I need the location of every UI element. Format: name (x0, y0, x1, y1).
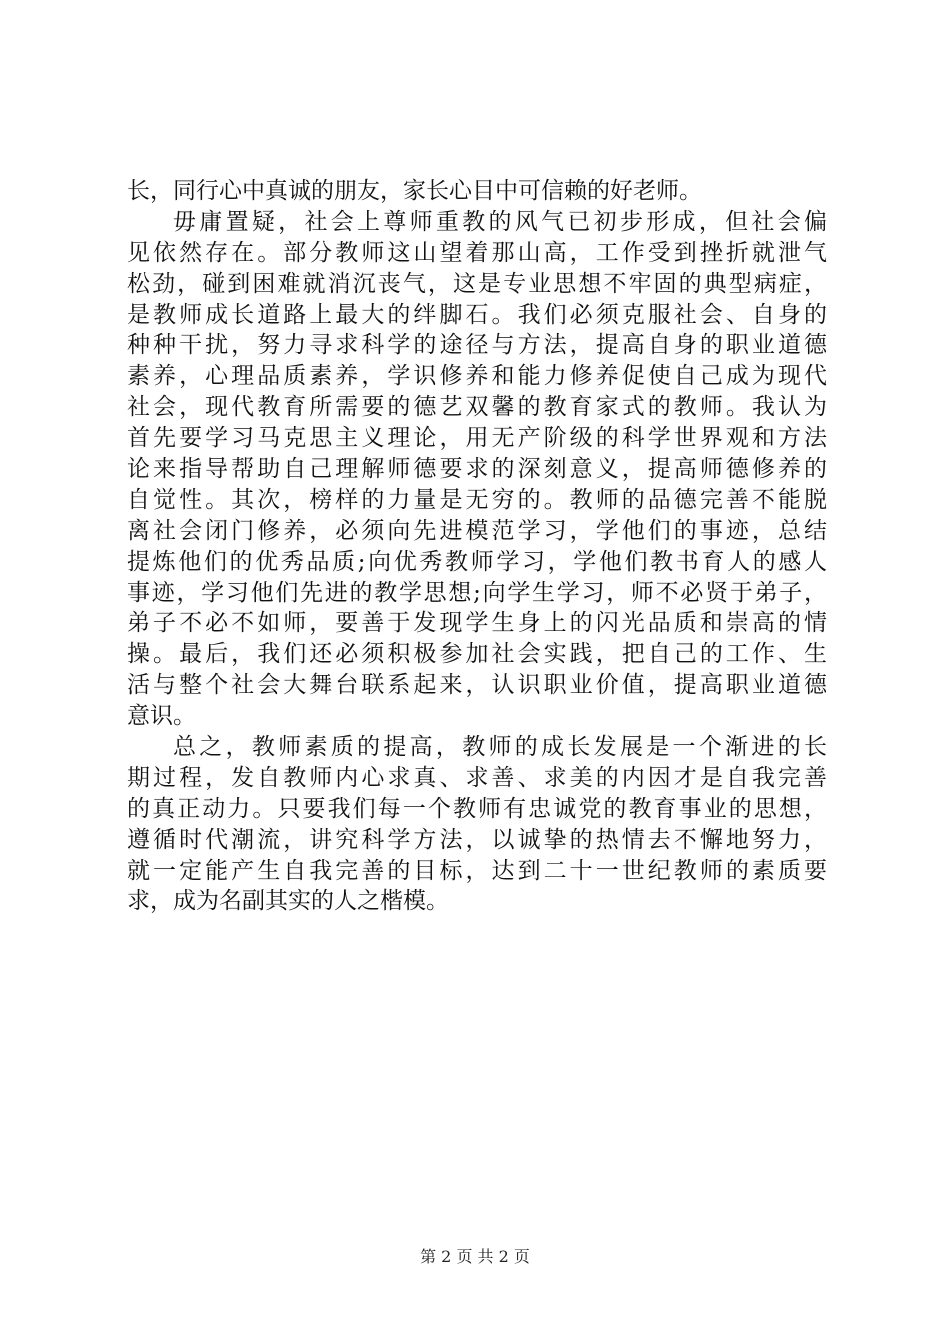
text-line: 就一定能产生自我完善的目标，达到二十一世纪教师的素质要 (127, 857, 827, 884)
text-line: 社会，现代教育所需要的德艺双馨的教育家式的教师。我认为 (127, 394, 827, 421)
text-line: 事迹，学习他们先进的教学思想;向学生学习，师不必贤于弟子， (127, 579, 827, 606)
text-line: 素养，心理品质素养，学识修养和能力修养促使自己成为现代 (127, 363, 827, 390)
text-line: 论来指导帮助自己理解师德要求的深刻意义，提高师德修养的 (127, 456, 827, 483)
text-line: 首先要学习马克思主义理论，用无产阶级的科学世界观和方法 (127, 425, 827, 452)
text-line: 种种干扰，努力寻求科学的途径与方法，提高自身的职业道德 (127, 332, 827, 359)
document-body (127, 176, 827, 917)
page-footer: 第 2 页 共 2 页 (420, 1247, 530, 1266)
text-line: 是教师成长道路上最大的绊脚石。我们必须克服社会、自身的 (127, 301, 827, 328)
text-line: 毋庸置疑，社会上尊师重教的风气已初步形成，但社会偏 (173, 208, 827, 235)
text-line: 提炼他们的优秀品质;向优秀教师学习，学他们教书育人的感人 (127, 548, 827, 575)
text-line: 操。最后，我们还必须积极参加社会实践，把自己的工作、生 (127, 641, 827, 668)
text-line: 松劲，碰到困难就消沉丧气，这是专业思想不牢固的典型病症， (127, 270, 827, 297)
text-line: 期过程，发自教师内心求真、求善、求美的内因才是自我完善 (127, 764, 827, 791)
text-line: 求，成为名副其实的人之楷模。 (127, 888, 449, 915)
text-line: 长，同行心中真诚的朋友，家长心目中可信赖的好老师。 (127, 178, 702, 204)
text-line: 弟子不必不如师，要善于发现学生身上的闪光品质和崇高的情 (127, 610, 827, 637)
text-line: 见依然存在。部分教师这山望着那山高，工作受到挫折就泄气 (127, 239, 827, 266)
text-line: 活与整个社会大舞台联系起来，认识职业价值，提高职业道德 (127, 672, 827, 699)
text-line: 离社会闭门修养，必须向先进模范学习，学他们的事迹，总结 (127, 517, 827, 544)
text-line: 总之，教师素质的提高，教师的成长发展是一个渐进的长 (173, 734, 827, 761)
text-line: 自觉性。其次，榜样的力量是无穷的。教师的品德完善不能脱 (127, 486, 827, 513)
text-line: 的真正动力。只要我们每一个教师有忠诚党的教育事业的思想， (127, 795, 827, 822)
text-line: 意识。 (127, 703, 196, 730)
text-line: 遵循时代潮流，讲究科学方法，以诚挚的热情去不懈地努力， (127, 826, 827, 853)
